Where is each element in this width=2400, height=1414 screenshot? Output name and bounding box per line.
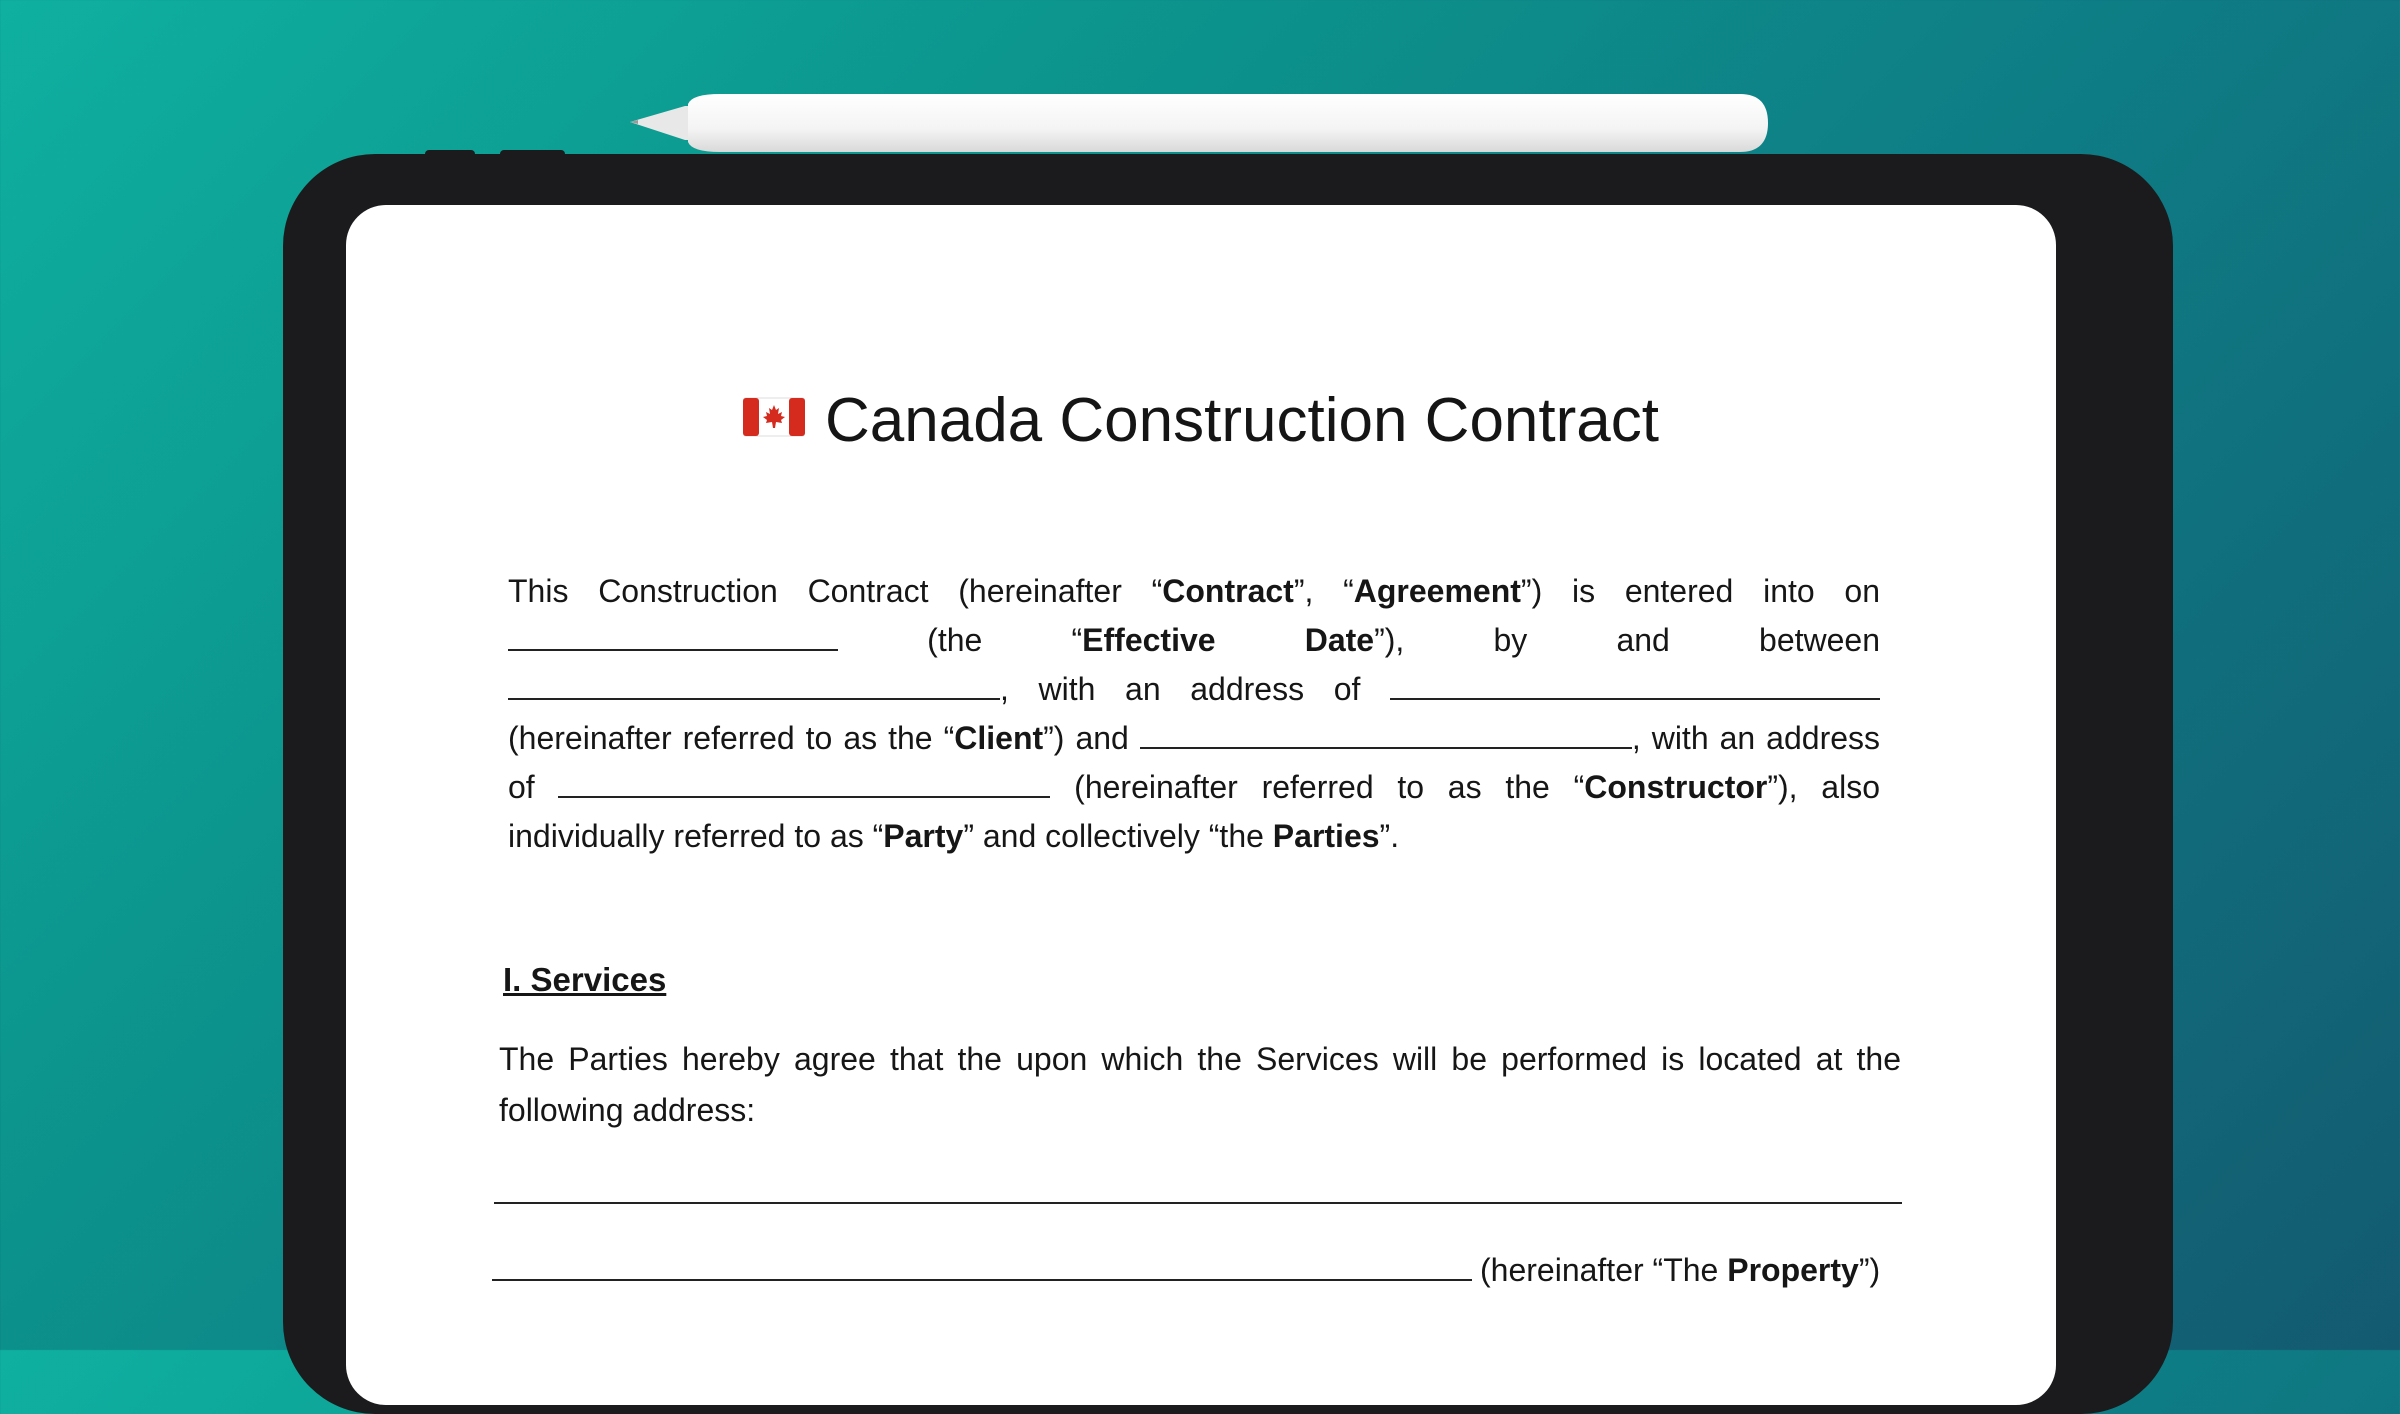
term-party: Party [883,818,964,854]
term-property: Property [1727,1252,1859,1288]
document-title-row [346,386,2056,455]
term-agreement: Agreement [1353,573,1521,609]
services-paragraph: The Parties hereby agree that the upon which the Services will be performed is located at the following address: [499,1041,1901,1128]
property-line [492,1252,1904,1289]
intro-paragraph: This Construction Contract (hereinafter “Contract”, “Agreement”) is entered into on (the “Effective Date”), by and between , with an address of (hereinafter referred to as the “Client”) and , with an address of (hereinafter referred to as the “Constructor”), also individually referred to as “Party” and collectively “the Parties”. [508,573,1881,854]
property-address-blank-field-2[interactable] [492,1277,1472,1281]
constructor-address-blank-field[interactable] [558,768,1050,798]
client-name-blank-field[interactable] [508,670,1000,700]
date-blank-field[interactable] [508,621,838,651]
client-address-blank-field[interactable] [1390,670,1880,700]
property-label: (hereinafter “The Property”) [1480,1252,1881,1288]
term-client: Client [954,720,1044,756]
constructor-name-blank-field[interactable] [1140,719,1632,749]
term-contract: Contract [1162,573,1294,609]
section-heading-services: I. Services [503,961,667,998]
document-title: Canada Construction Contract [824,386,1659,455]
term-effective-date: Effective Date [1082,622,1375,658]
stylus-pencil [630,92,1770,154]
document-page [346,205,2056,1405]
property-address-blank-field[interactable] [494,1202,1902,1204]
canada-flag-icon [743,396,805,438]
term-constructor: Constructor [1584,769,1768,805]
term-parties: Parties [1272,818,1380,854]
